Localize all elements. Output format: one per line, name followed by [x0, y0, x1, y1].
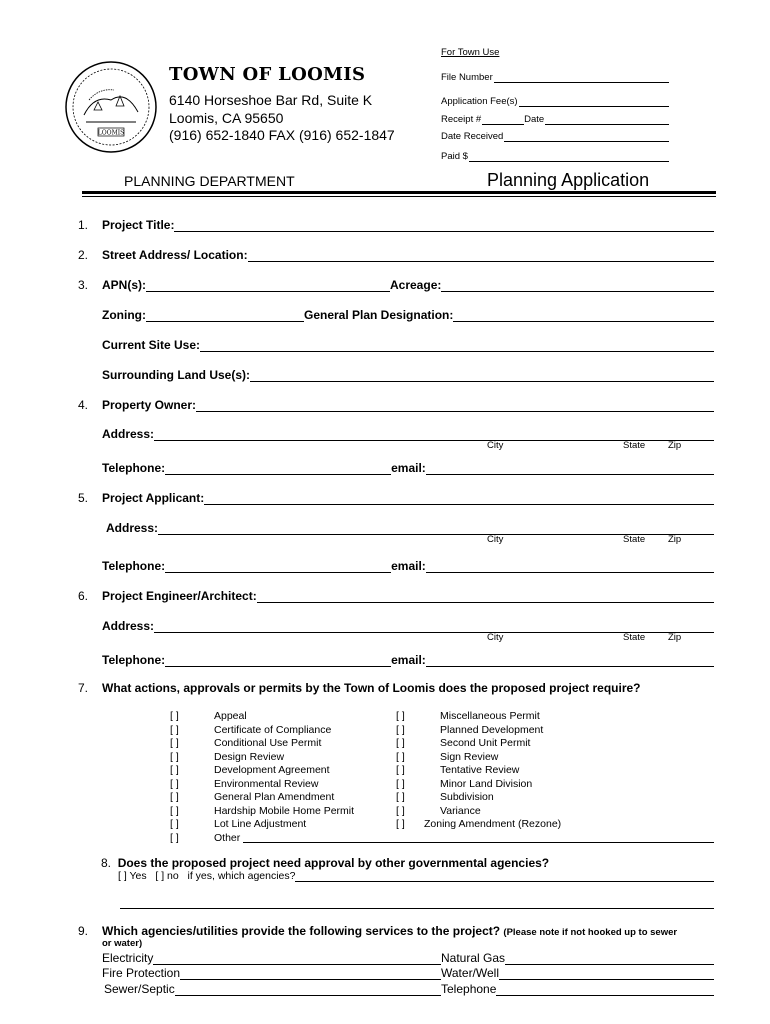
permit-option[interactable] [170, 751, 354, 765]
address-line-1: 6140 Horseshoe Bar Rd, Suite K [169, 92, 373, 108]
permits-right-list [396, 710, 561, 832]
engineer-address-field[interactable] [78, 617, 714, 633]
permit-option[interactable] [170, 805, 354, 819]
checkbox-bracket[interactable]: [ ] [170, 737, 179, 749]
permit-option-label: Sign Review [440, 750, 499, 763]
zip-caption: Zip [668, 632, 682, 643]
address-label: Address: [102, 427, 155, 441]
natural-gas-label: Natural Gas [441, 951, 506, 965]
item-number: 7. [78, 681, 89, 695]
email-label: email: [391, 653, 426, 667]
project-title-field[interactable] [78, 216, 714, 232]
permit-option-label: Zoning Amendment (Rezone) [424, 818, 562, 830]
permit-option-label: Environmental Review [214, 777, 319, 790]
state-caption: State [623, 632, 646, 643]
surrounding-land-use-label: Surrounding Land Use(s): [102, 368, 250, 382]
telephone-service-field[interactable] [441, 981, 714, 996]
permit-option-label: General Plan Amendment [214, 791, 335, 803]
telephone-label: Telephone: [102, 653, 166, 667]
project-engineer-field[interactable] [78, 587, 714, 603]
item-number: 2. [78, 248, 89, 262]
project-applicant-field[interactable] [78, 489, 714, 505]
receipt-date-field[interactable] [441, 114, 669, 125]
permit-option-label: Second Unit Permit [440, 737, 531, 749]
agencies-second-line[interactable] [120, 908, 714, 909]
checkbox-bracket[interactable]: [ ] [170, 791, 179, 803]
surrounding-land-use-field[interactable] [78, 366, 714, 382]
city-caption: City [487, 534, 504, 545]
current-site-use-field[interactable] [78, 336, 714, 352]
electricity-label: Electricity [102, 951, 154, 965]
water-well-field[interactable] [441, 965, 714, 980]
telephone-service-label: Telephone [441, 982, 497, 996]
permit-option[interactable] [170, 818, 354, 832]
phone-fax-line: (916) 652-1840 FAX (916) 652-1847 [169, 127, 395, 143]
question-8-text: Does the proposed project need approval by other governmental agencies? [117, 856, 550, 870]
checkbox-bracket[interactable]: [ ] [170, 750, 179, 763]
email-label: email: [391, 559, 426, 573]
electricity-field[interactable] [102, 950, 441, 965]
engineer-telephone-email-field[interactable] [78, 651, 714, 667]
item-number: 3. [78, 278, 89, 292]
question-8 [101, 856, 549, 870]
permit-option-label: Tentative Review [440, 764, 520, 776]
checkbox-bracket[interactable]: [ ] [396, 723, 405, 736]
date-received-field[interactable] [441, 131, 669, 142]
zip-caption: Zip [668, 534, 682, 545]
permits-left-list [170, 710, 354, 845]
paid-field[interactable] [441, 151, 669, 162]
natural-gas-field[interactable] [441, 950, 714, 965]
address-label: Address: [106, 521, 159, 535]
item-number: 4. [78, 398, 89, 412]
applicant-address-field[interactable] [78, 519, 714, 535]
permit-option-label: Miscellaneous Permit [440, 710, 540, 722]
other-input-line[interactable] [243, 842, 714, 843]
permit-option-label: Lot Line Adjustment [214, 818, 307, 830]
question-9-note: (Please note if not hooked up to sewer [503, 927, 678, 938]
application-fees-label: Application Fee(s) [441, 96, 518, 107]
zip-caption: Zip [668, 440, 682, 451]
permit-option[interactable] [170, 710, 354, 724]
permit-option[interactable] [396, 818, 561, 832]
question-9 [78, 924, 677, 938]
address-line-2: Loomis, CA 95650 [169, 110, 284, 126]
checkbox-bracket[interactable]: [ ] [396, 750, 405, 763]
permit-option[interactable] [396, 805, 561, 819]
permit-option-label: Design Review [214, 750, 285, 763]
permit-option-label: Appeal [214, 710, 247, 722]
date-label: Date [524, 114, 545, 125]
checkbox-bracket[interactable]: [ ] [170, 710, 179, 722]
which-agencies-label: if yes, which agencies? [187, 870, 296, 882]
permit-option-label: Conditional Use Permit [214, 737, 322, 749]
permit-option[interactable] [170, 778, 354, 792]
fire-protection-field[interactable] [102, 965, 441, 980]
file-number-field[interactable] [441, 72, 669, 83]
town-name: TOWN OF LOOMIS [169, 64, 366, 85]
permit-option[interactable] [396, 737, 561, 751]
file-number-label: File Number [441, 72, 493, 83]
question-7 [78, 681, 641, 695]
permit-option[interactable] [170, 737, 354, 751]
project-engineer-label: Project Engineer/Architect: [102, 589, 257, 603]
checkbox-bracket[interactable]: [ ] [170, 818, 179, 830]
owner-address-field[interactable] [78, 425, 714, 441]
checkbox-bracket[interactable]: [ ] [170, 723, 179, 736]
permit-option[interactable] [170, 724, 354, 738]
item-number: 8. [101, 856, 112, 870]
svg-text:LOOMIS: LOOMIS [97, 129, 125, 137]
item-number: 5. [78, 491, 89, 505]
permit-option-label: Minor Land Division [440, 777, 533, 790]
property-owner-field[interactable] [78, 396, 714, 412]
street-address-label: Street Address/ Location: [102, 248, 248, 262]
permit-option[interactable] [396, 764, 561, 778]
city-caption: City [487, 632, 504, 643]
permit-option-label: Planned Development [440, 723, 544, 736]
permit-option-label: Variance [440, 804, 481, 817]
header-divider-thin [82, 196, 716, 197]
permit-option-label: Hardship Mobile Home Permit [214, 804, 355, 817]
town-use-heading: For Town Use [441, 47, 500, 58]
current-site-use-label: Current Site Use: [102, 338, 201, 352]
form-title: Planning Application [487, 170, 650, 190]
acreage-label: Acreage: [390, 278, 442, 292]
checkbox-bracket[interactable]: [ ] [396, 818, 405, 830]
permit-option[interactable] [396, 751, 561, 765]
water-well-label: Water/Well [441, 966, 500, 980]
question-7-text: What actions, approvals or permits by the Town of Loomis does the proposed project require? [102, 681, 641, 695]
checkbox-bracket[interactable]: [ ] [396, 804, 405, 817]
fire-protection-label: Fire Protection [102, 966, 181, 980]
question-9-text: Which agencies/utilities provide the following services to the project? [102, 924, 501, 938]
checkbox-bracket[interactable]: [ ] [170, 764, 179, 776]
permit-option-label: Other [214, 831, 241, 844]
permit-option[interactable] [170, 764, 354, 778]
checkbox-bracket[interactable]: [ ] [396, 710, 405, 722]
permit-option-label: Certificate of Compliance [214, 723, 332, 736]
state-caption: State [623, 534, 646, 545]
apn-acreage-field[interactable] [78, 276, 714, 292]
sewer-septic-label: Sewer/Septic [104, 982, 175, 996]
project-applicant-label: Project Applicant: [102, 491, 205, 505]
street-address-field[interactable] [78, 246, 714, 262]
paid-label: Paid $ [441, 151, 468, 162]
no-checkbox[interactable]: [ ] no [155, 870, 179, 882]
general-plan-label: General Plan Designation: [303, 308, 454, 322]
permit-option-label: Development Agreement [214, 764, 330, 776]
checkbox-bracket[interactable]: [ ] [396, 777, 405, 790]
address-label: Address: [102, 619, 155, 633]
permit-option[interactable] [170, 791, 354, 805]
yes-checkbox[interactable]: [ ] Yes [118, 870, 147, 882]
permit-option[interactable] [396, 710, 561, 724]
state-caption: State [623, 440, 646, 451]
agencies-field[interactable] [118, 870, 714, 882]
applicant-telephone-email-field[interactable] [78, 557, 714, 573]
checkbox-bracket[interactable]: [ ] [170, 831, 179, 844]
question-9-note-cont: or water) [102, 938, 143, 949]
zoning-field[interactable] [78, 306, 714, 322]
header-divider [82, 191, 716, 194]
city-caption: City [487, 440, 504, 451]
checkbox-bracket[interactable]: [ ] [170, 777, 179, 790]
receipt-label: Receipt # [441, 114, 482, 125]
date-received-label: Date Received [441, 131, 504, 142]
permit-option[interactable] [396, 791, 561, 805]
email-label: email: [391, 461, 426, 475]
sewer-septic-field[interactable] [104, 981, 441, 996]
item-number: 1. [78, 218, 89, 232]
permit-option-label: Subdivision [440, 791, 494, 803]
checkbox-bracket[interactable]: [ ] [396, 764, 405, 776]
department-name: PLANNING DEPARTMENT [124, 173, 295, 189]
owner-telephone-email-field[interactable] [78, 459, 714, 475]
checkbox-bracket[interactable]: [ ] [170, 804, 179, 817]
zoning-label: Zoning: [102, 308, 146, 322]
item-number: 9. [78, 924, 89, 938]
permit-option[interactable] [396, 724, 561, 738]
property-owner-label: Property Owner: [102, 398, 197, 412]
project-title-label: Project Title: [102, 218, 175, 232]
telephone-label: Telephone: [102, 461, 166, 475]
item-number: 6. [78, 589, 89, 603]
apn-label: APN(s): [102, 278, 146, 292]
checkbox-bracket[interactable]: [ ] [396, 791, 405, 803]
checkbox-bracket[interactable]: [ ] [396, 737, 405, 749]
application-fees-field[interactable] [441, 96, 669, 107]
permit-option[interactable] [396, 778, 561, 792]
telephone-label: Telephone: [102, 559, 166, 573]
town-seal-logo [64, 60, 158, 154]
